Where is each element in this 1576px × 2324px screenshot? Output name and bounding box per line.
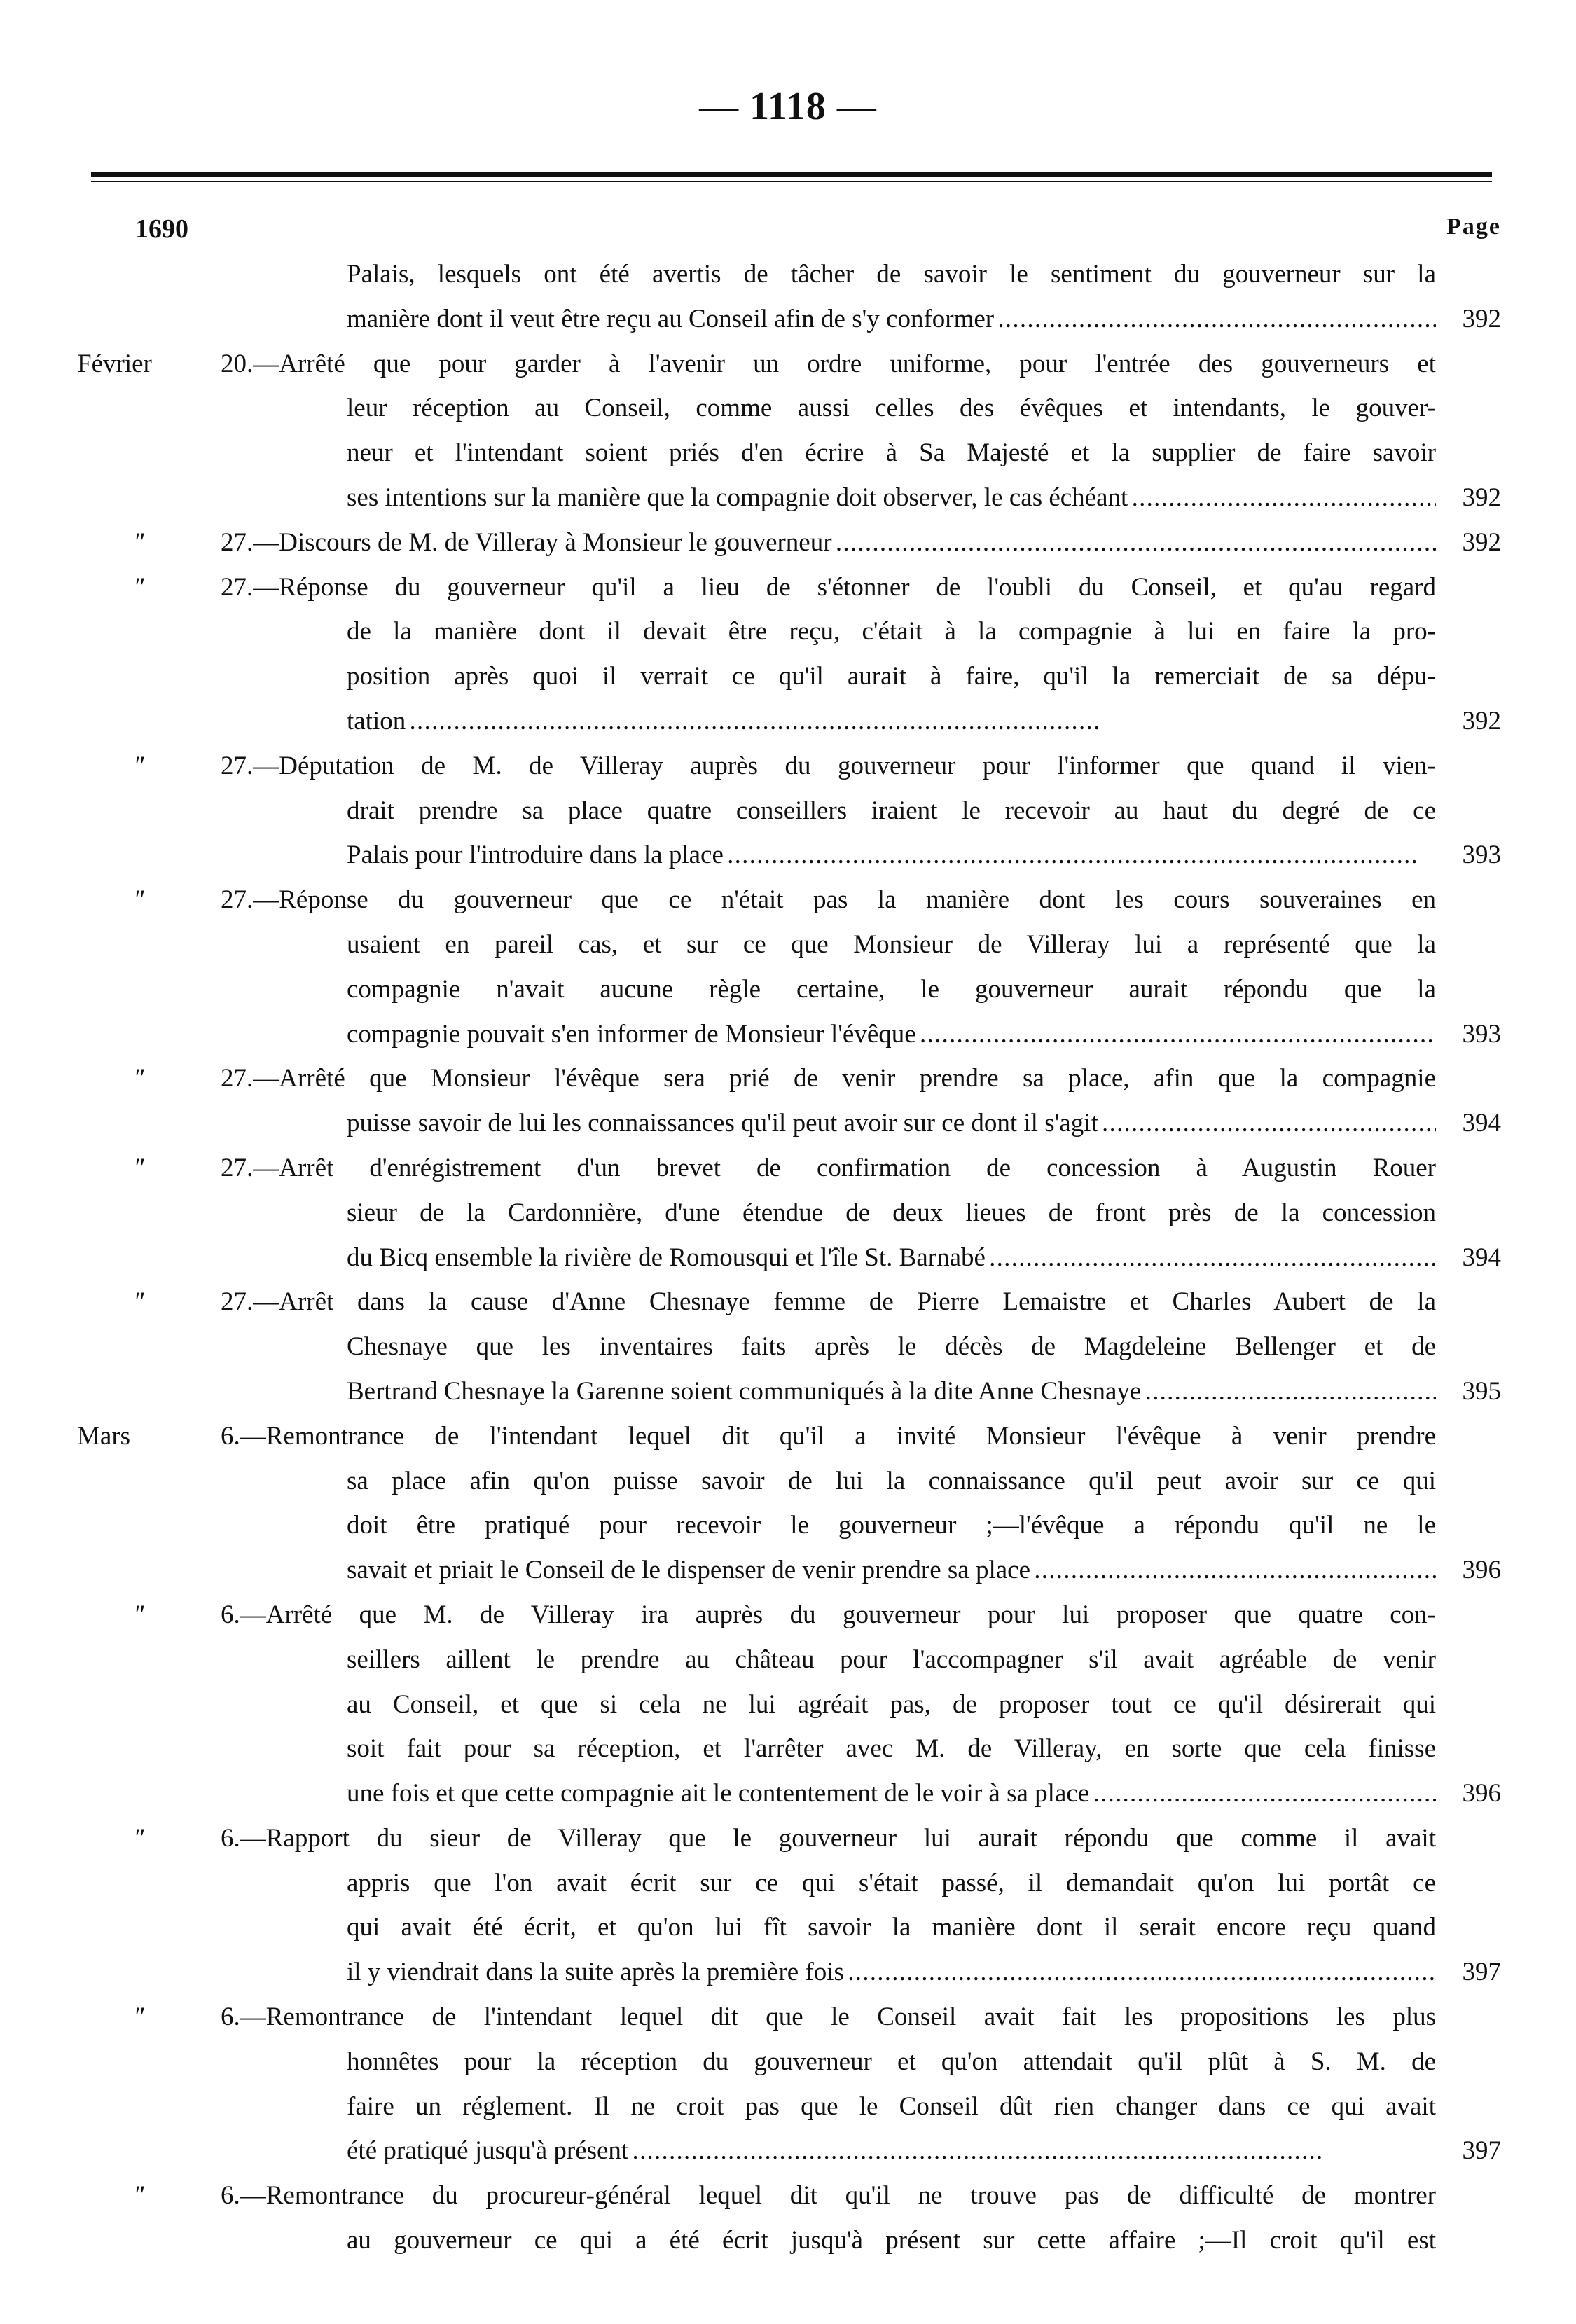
- entry-text: seillers aillent le prendre au château pour l'accompagner s'il avait agréable de venir: [347, 1645, 1436, 1674]
- entry-line: [0, 1324, 1576, 1369]
- entry-text: 27.—Arrêté que Monsieur l'évêque sera prié de venir prendre sa place, afin que la compagnie: [221, 1064, 1436, 1093]
- entry-month: ": [133, 1287, 144, 1317]
- entry-page-number: 397: [1462, 2136, 1501, 2166]
- entry-line: [0, 1101, 1576, 1146]
- entry-page-number: 397: [1462, 1958, 1501, 1987]
- entry-text: soit fait pour sa réception, et l'arrêter avec M. de Villeray, en sorte que cela finisse: [347, 1734, 1436, 1764]
- entry-line: [0, 1236, 1576, 1280]
- entry-month: ": [133, 1153, 144, 1182]
- entry-line: [0, 609, 1576, 654]
- index-entry: [0, 1593, 1576, 1816]
- entry-line: [0, 1012, 1576, 1057]
- index-entry: [0, 1146, 1576, 1280]
- entry-text: 27.—Réponse du gouverneur qu'il a lieu de s'étonner de l'oubli du Conseil, et qu'au regard: [221, 572, 1436, 602]
- entry-page-number: 392: [1462, 304, 1501, 333]
- entry-text: leur réception au Conseil, comme aussi celles des évêques et intendants, le gouver-: [347, 394, 1436, 423]
- entry-text: 27.—Députation de M. de Villeray auprès du gouverneur pour l'informer que quand il vien-: [221, 751, 1436, 780]
- entry-text: 27.—Discours de M. de Villeray à Monsieur le gouverneur . . .: [221, 520, 1436, 565]
- entry-line: [0, 1727, 1576, 1771]
- entry-line: [0, 1056, 1576, 1101]
- page-column-label: Page: [1446, 214, 1501, 240]
- index-entry: [0, 1995, 1576, 2173]
- entry-line: [0, 565, 1576, 610]
- entry-month: ": [133, 1064, 144, 1093]
- entry-page-number: 394: [1462, 1243, 1501, 1272]
- entry-page-number: 395: [1462, 1376, 1501, 1406]
- entry-text: Chesnaye que les inventaires faits après le décès de Magdeleine Bellenger et de: [347, 1332, 1436, 1362]
- page-number: — 1118 —: [699, 85, 877, 128]
- index-entries: [0, 252, 1576, 2263]
- entry-text: 6.—Remontrance du procureur-général lequel dit qu'il ne trouve pas de difficulté de montrer: [221, 2181, 1436, 2211]
- entry-line: [0, 1905, 1576, 1950]
- entry-line: [0, 1816, 1576, 1861]
- entry-line: [0, 1771, 1576, 1816]
- entry-month: ": [133, 1600, 144, 1629]
- entry-line: [0, 833, 1576, 878]
- entry-text: qui avait été écrit, et qu'on lui fît savoir la manière dont il serait encore reçu quand: [347, 1913, 1436, 1942]
- entry-text: Palais, lesquels ont été avertis de tâcher de savoir le sentiment du gouverneur sur la: [347, 260, 1436, 289]
- entry-line: [0, 1459, 1576, 1504]
- entry-line: [0, 476, 1576, 520]
- entry-line: [0, 878, 1576, 922]
- entry-page-number: 393: [1462, 1019, 1501, 1049]
- entry-month: ": [133, 1823, 144, 1853]
- index-entry: [0, 2173, 1576, 2263]
- entry-line: [0, 431, 1576, 476]
- entry-line: [0, 1638, 1576, 1682]
- entry-text: usaient en pareil cas, et sur ce que Monsieur de Villeray lui a représenté que la: [347, 929, 1436, 959]
- entry-line: [0, 1995, 1576, 2040]
- entry-line: [0, 1191, 1576, 1236]
- index-entry: [0, 1414, 1576, 1593]
- index-entry: [0, 342, 1576, 520]
- index-entry: [0, 1816, 1576, 1995]
- entry-text: au gouverneur ce qui a été écrit jusqu'à présent sur cette affaire ;—Il croit qu'il est: [347, 2226, 1436, 2255]
- entry-text: de la manière dont il devait être reçu, c'était à la compagnie à lui en faire la pro-: [347, 617, 1436, 646]
- index-entry: [0, 744, 1576, 878]
- entry-line: [0, 789, 1576, 834]
- entry-text: compagnie pouvait s'en informer de Monsieur l'évêque . . .: [347, 1012, 1436, 1057]
- entry-text: compagnie n'avait aucune règle certaine, le gouverneur aurait répondu que la: [347, 974, 1436, 1004]
- entry-text: été pratiqué jusqu'à présent . . .: [347, 2129, 1436, 2173]
- index-entry: [0, 878, 1576, 1056]
- entry-line: [0, 1503, 1576, 1548]
- entry-line: [0, 2173, 1576, 2218]
- entry-text: neur et l'intendant soient priés d'en écrire à Sa Majesté et la supplier de faire savoir: [347, 438, 1436, 468]
- entry-text: 27.—Arrêt d'enrégistrement d'un brevet de confirmation de concession à Augustin Rouer: [221, 1153, 1436, 1182]
- entry-text: au Conseil, et que si cela ne lui agréait pas, de proposer tout ce qu'il désirerait qui: [347, 1689, 1436, 1719]
- entry-text: il y viendrait dans la suite après la première fois . . .: [347, 1950, 1436, 1995]
- entry-text: 6.—Rapport du sieur de Villeray que le gouverneur lui aurait répondu que comme il avait: [221, 1823, 1436, 1853]
- header-rule-thin: [91, 181, 1492, 182]
- entry-line: [0, 1280, 1576, 1324]
- index-entry: [0, 1056, 1576, 1146]
- entry-month: ": [133, 2003, 144, 2032]
- entry-line: [0, 2129, 1576, 2173]
- entry-month: ": [133, 751, 144, 780]
- entry-text: faire un réglement. Il ne croit pas que le Conseil dût rien changer dans ce qui avait: [347, 2091, 1436, 2121]
- index-entry: [0, 1280, 1576, 1413]
- year-label: 1690: [135, 214, 188, 244]
- entry-text: du Bicq ensemble la rivière de Romousqui et l'île St. Barnabé . . .: [347, 1236, 1436, 1280]
- entry-line: [0, 342, 1576, 387]
- entry-line: [0, 1682, 1576, 1727]
- entry-line: [0, 654, 1576, 699]
- entry-page-number: 392: [1462, 706, 1501, 735]
- entry-line: [0, 699, 1576, 744]
- entry-line: [0, 922, 1576, 967]
- entry-page-number: 394: [1462, 1109, 1501, 1138]
- header-rule-thick: [91, 172, 1492, 177]
- entry-month: ": [133, 2181, 144, 2211]
- entry-month: ": [133, 885, 144, 915]
- entry-line: [0, 1950, 1576, 1995]
- entry-text: manière dont il veut être reçu au Conseil afin de s'y conformer . . .: [347, 297, 1436, 342]
- entry-text: puisse savoir de lui les connaissances qu'il peut avoir sur ce dont il s'agit . . .: [347, 1101, 1436, 1146]
- entry-text: Palais pour l'introduire dans la place . . .: [347, 833, 1436, 878]
- entry-month: Mars: [77, 1421, 131, 1451]
- entry-line: [0, 2218, 1576, 2263]
- entry-text: Bertrand Chesnaye la Garenne soient communiqués à la dite Anne Chesnaye . . .: [347, 1369, 1436, 1414]
- entry-text: drait prendre sa place quatre conseillers iraient le recevoir au haut du degré de ce: [347, 796, 1436, 825]
- entry-line: [0, 967, 1576, 1012]
- entry-text: honnêtes pour la réception du gouverneur et qu'on attendait qu'il plût à S. M. de: [347, 2047, 1436, 2076]
- entry-page-number: 392: [1462, 527, 1501, 557]
- entry-line: [0, 1593, 1576, 1638]
- entry-page-number: 396: [1462, 1779, 1501, 1808]
- entry-month: ": [133, 527, 144, 557]
- entry-text: sieur de la Cardonnière, d'une étendue de deux lieues de front près de la concession: [347, 1198, 1436, 1227]
- entry-line: [0, 297, 1576, 342]
- entry-text: appris que l'on avait écrit sur ce qui s'était passé, il demandait qu'on lui portât ce: [347, 1868, 1436, 1897]
- entry-page-number: 392: [1462, 483, 1501, 512]
- entry-line: [0, 2084, 1576, 2129]
- entry-text: doit être pratiqué pour recevoir le gouverneur ;—l'évêque a répondu qu'il ne le: [347, 1511, 1436, 1540]
- entry-page-number: 393: [1462, 841, 1501, 870]
- entry-text: 27.—Réponse du gouverneur que ce n'était pas la manière dont les cours souveraines en: [221, 885, 1436, 915]
- entry-line: [0, 252, 1576, 297]
- entry-text: position après quoi il verrait ce qu'il aurait à faire, qu'il la remerciait de sa dépu-: [347, 662, 1436, 691]
- entry-line: [0, 744, 1576, 789]
- entry-line: [0, 1548, 1576, 1593]
- entry-month: ": [133, 572, 144, 602]
- entry-line: [0, 1369, 1576, 1414]
- entry-text: savait et priait le Conseil de le dispenser de venir prendre sa place . . .: [347, 1548, 1436, 1593]
- entry-text: 6.—Remontrance de l'intendant lequel dit que le Conseil avait fait les propositions les plus: [221, 2003, 1436, 2032]
- entry-text: 27.—Arrêt dans la cause d'Anne Chesnaye femme de Pierre Lemaistre et Charles Aubert de la: [221, 1287, 1436, 1317]
- entry-text: ses intentions sur la manière que la compagnie doit observer, le cas échéant . . .: [347, 476, 1436, 520]
- entry-line: [0, 520, 1576, 565]
- entry-line: [0, 2040, 1576, 2084]
- entry-line: [0, 1861, 1576, 1906]
- index-entry: [0, 252, 1576, 342]
- entry-page-number: 396: [1462, 1556, 1501, 1585]
- entry-text: tation . . .: [347, 699, 1436, 744]
- entry-text: une fois et que cette compagnie ait le contentement de le voir à sa place . . .: [347, 1771, 1436, 1816]
- entry-text: 6.—Remontrance de l'intendant lequel dit qu'il a invité Monsieur l'évêque à venir prendre: [221, 1421, 1436, 1451]
- entry-text: 20.—Arrêté que pour garder à l'avenir un ordre uniforme, pour l'entrée des gouverneurs et: [221, 349, 1436, 378]
- entry-line: [0, 386, 1576, 431]
- index-entry: [0, 565, 1576, 744]
- entry-text: sa place afin qu'on puisse savoir de lui la connaissance qu'il peut avoir sur ce qui: [347, 1466, 1436, 1495]
- entry-line: [0, 1146, 1576, 1191]
- entry-month: Février: [77, 349, 152, 378]
- entry-text: 6.—Arrêté que M. de Villeray ira auprès du gouverneur pour lui proposer que quatre con-: [221, 1600, 1436, 1629]
- index-entry: [0, 520, 1576, 565]
- entry-line: [0, 1414, 1576, 1459]
